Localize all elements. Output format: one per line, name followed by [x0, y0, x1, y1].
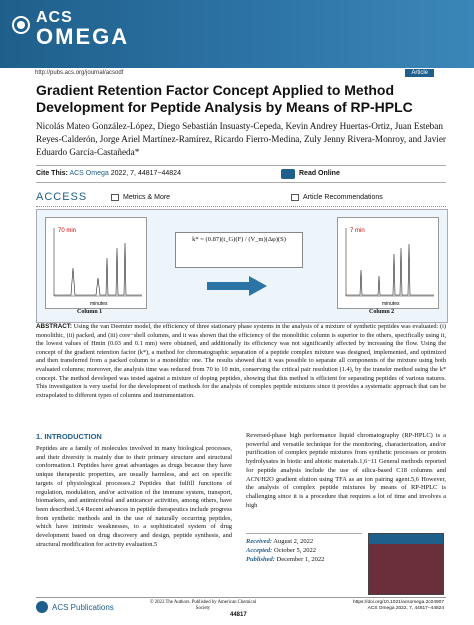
accepted-row [246, 546, 362, 555]
received-value: August 2, 2022 [273, 538, 314, 545]
logo-line-1: ACS [36, 9, 73, 26]
logo-line-2: OMEGA [36, 24, 130, 49]
cover-header [369, 534, 443, 544]
metrics-label: Metrics & More [123, 194, 171, 201]
chromatogram-left [45, 217, 147, 309]
read-online-label: Read Online [299, 170, 340, 177]
section-heading-introduction: 1. INTRODUCTION [36, 432, 102, 441]
cite-journal[interactable]: ACS Omega [69, 170, 109, 177]
received-row [246, 537, 362, 546]
accepted-value: October 5, 2022 [273, 547, 317, 554]
chromatogram-left-plot [46, 218, 146, 308]
published-row [246, 555, 362, 564]
intro-column-2: Reversed-phase high performance liquid chromatography (RP-HPLC) is a powerful and versatile technique for the monitoring, characterization, and/or purification of complex peptide mixtures from synthetic processes or protein hydrolysates in biotic and abiotic materials.1,6−11 General methods reported for peptide analysis include the use of silica-based C18 columns and ACN/H2O gradient elution using TFA as an ion pairing agent.5,6 However, the analysis of complex peptide mixtures by means of RP-HPLC is challenging since it is a procedure that requires a lot of time and involves a high [246, 432, 446, 509]
toc-graphic [36, 209, 448, 323]
author-list: Nicolás Mateo González-López, Diego Sebastián Insuasty-Cepeda, Kevin Andrey Huertas-Ortiz, Juan Esteban Reyes-Calderón, Jorge Ariel Martínez-Ramírez, Ricardo Fierro-Medina, Zuly Jenny Rivera-Monroy, and Javier Eduardo García-Castañeda* [36, 121, 446, 157]
accepted-key: Accepted: [246, 547, 273, 554]
abstract [36, 323, 446, 400]
page-number: 44817 [230, 612, 247, 618]
journal-reference: ACS Omega 2022, 7, 44817−44824 [367, 606, 444, 611]
read-online-link[interactable] [281, 166, 340, 182]
cite-reference[interactable]: 2022, 7, 44817−44824 [110, 170, 181, 177]
published-value: December 1, 2022 [276, 556, 325, 563]
recommendations-link[interactable] [291, 194, 383, 201]
access-label[interactable]: ACCESS [36, 191, 88, 203]
doi-link[interactable]: https://doi.org/10.1021/acsomega.2c04907 [353, 600, 444, 605]
journal-cover-thumbnail[interactable] [368, 533, 444, 595]
acs-logo-icon [12, 16, 30, 34]
article-type-badge: Article [405, 69, 434, 77]
copyright-notice: © 2022 The Authors. Published by American Chemical Society [149, 600, 257, 611]
acs-publications-logo[interactable] [36, 601, 114, 613]
received-key: Received: [246, 538, 272, 545]
metrics-link[interactable] [111, 194, 170, 201]
right-x-label: minutes [382, 301, 400, 307]
left-time-label: 70 min [58, 228, 77, 234]
recommendations-label: Article Recommendations [303, 194, 383, 201]
cite-bar [36, 165, 446, 183]
cite-label: Cite This: [36, 170, 68, 177]
publisher-label: ACS Publications [52, 602, 114, 612]
doi-block [353, 600, 444, 612]
journal-header [0, 0, 474, 68]
recommendations-icon [291, 194, 299, 201]
journal-logo[interactable] [36, 10, 129, 48]
abstract-label: ABSTRACT: [36, 323, 73, 330]
equation-text: k* = (0.87)(t_G)(F) / (V_m)(Δφ)(S) [192, 236, 286, 243]
access-bar [36, 193, 446, 207]
footer-divider [36, 597, 446, 598]
intro-column-1: Peptides are a family of molecules involved in many biological processes, and their diversity is mainly due to their primary structure and structural conformation.1 Peptides have great advantages as drugs because they have unique therapeutic properties, are usually harmless, and act on specific targets of physiological processes.2 Peptides that fulfill functions of regulation, modulation, and/or activation of the immune system, transport, biomarkers, and antimicrobial and anticancer activities, among others, have been described.3,4 Recent advances in peptide therapeutics include progress from synthetic methods and in the use of naturally occurring peptides, which have intrinsic weaknesses, to a sophisticated system of drug development based on drug discovery and design, peptide synthesis, and structural modification for activity evaluation.5 [36, 445, 232, 548]
article-title: Gradient Retention Factor Concept Applied to Method Development for Peptide Analysis by Means of RP-HPLC [36, 82, 413, 115]
read-online-icon [281, 169, 295, 179]
publication-dates [246, 533, 362, 564]
right-time-label: 7 min [350, 228, 365, 234]
chromatogram-right [337, 217, 439, 309]
gradient-equation [175, 232, 303, 268]
metrics-icon [111, 194, 119, 201]
transfer-arrow-icon [207, 276, 267, 296]
left-x-label: minutes [90, 301, 108, 307]
acs-publications-icon [36, 601, 48, 613]
abstract-text: Using the van Deemter model, the efficiency of three stationary phase systems in the analysis of a mixture of synthetic peptides was evaluated: (i) monolithic, (ii) packed, and (iii) core−shell columns, and it was shown that the efficiency of the monolithic column is superior to the others, specifically using it, the lowest values of Hmin (0.03 and 0.1 mm) were obtained, and additionally its efficiency was not significantly affected by increasing the flow. Using the concept of the gradient retention factor (k*), a method for chromatographic separation of a peptide complex mixture was designed, implemented, and optimized and then transferred from a packed column to a monolithic one. The results showed that it was possible to separate all components of the mixture using both evaluated columns; moreover, the analysis time was reduced from 70 to 10 min, conserving the critical pair resolution (1.4), by the transfer method using the k* concept. The method developed was tested against a mixture of doping peptides, showing that this method is efficient for separating peptides of various natures. This investigation is very useful for the development of methods for the analysis of complex peptide mixtures since it provides a systematic approach that can be extrapolated to different types of columns and instrumentation. [36, 323, 446, 399]
column-2-label: Column 2 [369, 309, 395, 315]
journal-url[interactable]: http://pubs.acs.org/journal/acsodf [35, 70, 124, 76]
chromatogram-right-plot [338, 218, 438, 308]
column-1-label: Column 1 [77, 309, 103, 315]
published-key: Published: [246, 556, 275, 563]
